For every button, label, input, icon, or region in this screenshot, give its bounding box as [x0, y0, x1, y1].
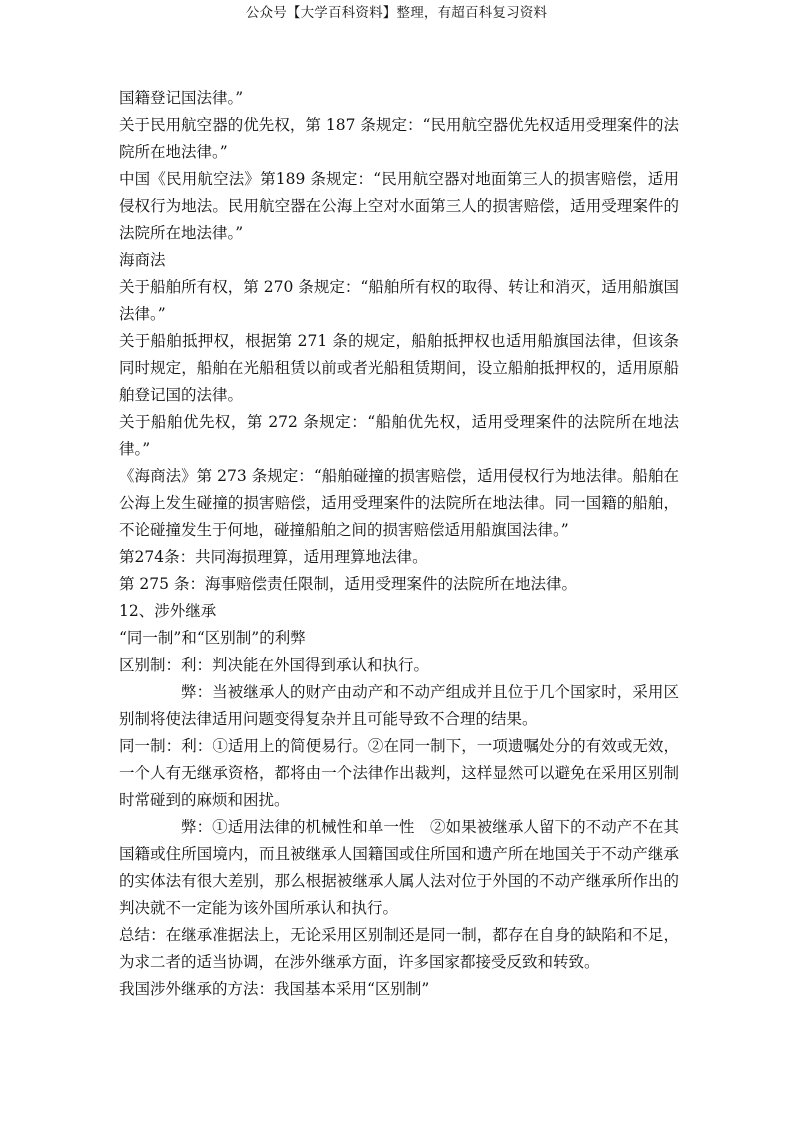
- paragraph: 关于民用航空器的优先权，第 187 条规定：“民用航空器优先权适用受理案件的法院所在地法律。”: [119, 116, 679, 161]
- paragraph: 同一制：利：①适用上的简便易行。②在同一制下，一项遗嘱处分的有效或无效，一个人有无继承资格，都将由一个法律作出裁判，这样显然可以避免在采用区别制时常碰到的麻烦和困扰。: [119, 737, 679, 809]
- paragraph: 我国涉外继承的方法：我国基本采用“区别制”: [119, 980, 430, 998]
- document-body: [119, 85, 679, 1003]
- paragraph: 国籍登记国法律。”: [119, 89, 244, 107]
- paragraph: 区别制：利：判决能在外国得到承认和执行。: [119, 656, 430, 674]
- section-heading-foreign-succession: 12、涉外继承: [119, 602, 217, 620]
- paragraph: 第 275 条：海事赔偿责任限制，适用受理案件的法院所在地法律。: [119, 575, 577, 593]
- paragraph: 弊：①适用法律的机械性和单一性 ②如果被继承人留下的不动产不在其国籍或住所国境内，而且被继承人国籍国或住所国和遗产所在地国关于不动产继承的实体法有很大差别，那么根据被继承人属人法对位于外国的不动产继承所作出的判决就不一定能为该外国所承认和执行。: [119, 818, 679, 917]
- page-header: 公众号【大学百科资料】整理，有超百科复习资料: [245, 5, 548, 21]
- paragraph: 关于船舶抵押权，根据第 271 条的规定，船舶抵押权也适用船旗国法律，但该条同时规定，船舶在光船租赁以前或者光船租赁期间，设立船舶抵押权的，适用原船舶登记国的法律。: [119, 332, 679, 404]
- paragraph: 《海商法》第 273 条规定：“船舶碰撞的损害赔偿，适用侵权行为地法律。船舶在公海上发生碰撞的损害赔偿，适用受理案件的法院所在地法律。同一国籍的船舶，不论碰撞发生于何地，碰撞船舶之间的损害赔偿适用船旗国法律。”: [119, 467, 679, 539]
- paragraph: 弊：当被继承人的财产由动产和不动产组成并且位于几个国家时，采用区别制将使法律适用问题变得复杂并且可能导致不合理的结果。: [119, 683, 679, 728]
- paragraph: 第274条：共同海损理算，适用理算地法律。: [119, 548, 428, 566]
- subheading: “同一制”和“区别制”的利弊: [119, 629, 306, 647]
- paragraph: 总结：在继承准据法上，无论采用区别制还是同一制，都存在自身的缺陷和不足，为求二者的适当协调，在涉外继承方面，许多国家都接受反致和转致。: [119, 926, 679, 971]
- paragraph: 关于船舶优先权，第 272 条规定：“船舶优先权，适用受理案件的法院所在地法律。”: [119, 413, 679, 458]
- paragraph: 中国《民用航空法》第189 条规定：“民用航空器对地面第三人的损害赔偿，适用侵权行为地法。民用航空器在公海上空对水面第三人的损害赔偿，适用受理案件的法院所在地法律。”: [119, 170, 679, 242]
- section-heading-maritime-law: 海商法: [119, 251, 166, 269]
- paragraph: 关于船舶所有权，第 270 条规定：“船舶所有权的取得、转让和消灭，适用船旗国法律。”: [119, 278, 679, 323]
